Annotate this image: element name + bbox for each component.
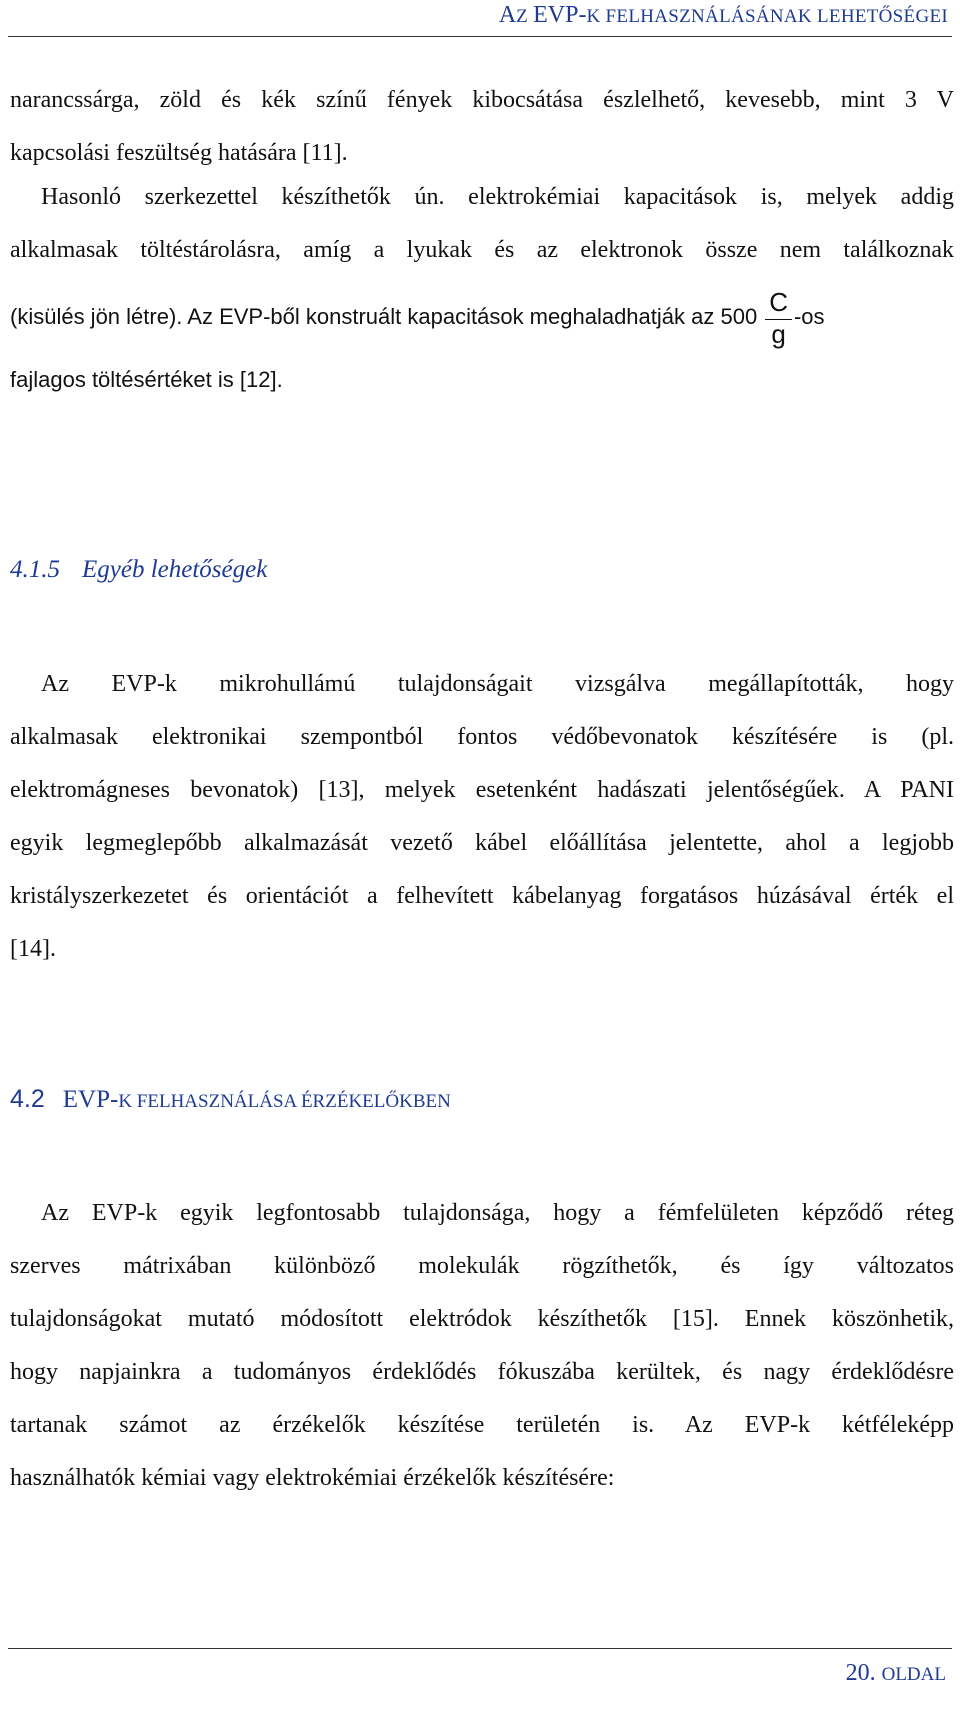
text-line: [14]. [10, 936, 56, 962]
page-number: 20. [845, 1660, 876, 1686]
running-title-part: Z [516, 6, 534, 27]
subsection-number: 4.1.5 [10, 556, 60, 583]
text-line: tartanak számot az érzékelők készítése területén is. Az EVP-k kétféleképp [10, 1412, 954, 1438]
text-line: alkalmasak töltéstárolásra, amíg a lyukak és az elektronok össze nem találkoznak [10, 237, 954, 263]
text-line: Hasonló szerkezettel készíthetők ún. elektrokémiai kapacitások is, melyek addig [41, 184, 954, 210]
page-header [8, 0, 952, 37]
paragraph-1 [10, 74, 954, 180]
section-number: 4.2 [10, 1085, 45, 1113]
text-line: kristályszerkezetet és orientációt a felhevített kábelanyag forgatásos húzásával érték el [10, 883, 954, 909]
page-footer [846, 1660, 946, 1687]
section-title-part: EVP- [62, 1086, 119, 1113]
text-line: alkalmasak elektronikai szempontból fontos védőbevonatok készítésére is (pl. [10, 724, 954, 750]
running-title-part: K FELHASZNÁLÁSÁNAK LEHETŐSÉGEI [586, 6, 948, 27]
text-line: fajlagos töltésértéket is [12]. [10, 367, 283, 392]
paragraph-2 [10, 171, 954, 406]
section-heading [10, 1085, 451, 1114]
unit-fraction [765, 288, 792, 348]
text-line: tulajdonságokat mutató módosított elektródok készíthetők [15]. Ennek köszönhetik, [10, 1306, 954, 1332]
text-line: Az EVP-k mikrohullámú tulajdonságait vizsgálva megállapították, hogy [41, 671, 954, 697]
text-line: elektromágneses bevonatok) [13], melyek esetenként hadászati jelentőségűek. A PANI [10, 777, 954, 803]
text-segment: -os [793, 304, 825, 329]
text-segment: (kisülés jön létre). Az EVP-ből konstruált kapacitások meghaladhatják az 500 [10, 304, 758, 329]
running-title-part: EVP- [533, 2, 587, 28]
text-line: kapcsolási feszültség hatására [11]. [10, 140, 348, 166]
subsection-title: Egyéb lehetőségek [82, 556, 268, 583]
text-line: szerves mátrixában különböző molekulák rögzíthetők, és így változatos [10, 1253, 954, 1279]
page-label: OLDAL [881, 1664, 946, 1685]
fraction-numerator: C [765, 288, 792, 320]
text-line: hogy napjainkra a tudományos érdeklődés fókuszába kerültek, és nagy érdeklődésre [10, 1359, 954, 1385]
section-title-part: K FELHASZNÁLÁSA ÉRZÉKELŐKBEN [118, 1091, 451, 1112]
text-line: használhatók kémiai vagy elektrokémiai érzékelők készítésére: [10, 1465, 615, 1491]
fraction-denominator: g [771, 318, 786, 349]
footer-divider [8, 1648, 952, 1649]
running-title [499, 2, 948, 29]
text-line: narancssárga, zöld és kék színű fények kibocsátása észlelhető, kevesebb, mint 3 V [10, 87, 954, 113]
paragraph-3 [10, 658, 954, 976]
text-line-with-fraction [10, 277, 954, 357]
text-line: egyik legmeglepőbb alkalmazását vezető kábel előállítása jelentette, ahol a legjobb [10, 830, 954, 856]
section-title [63, 1086, 451, 1113]
paragraph-4 [10, 1187, 954, 1505]
running-title-part: A [498, 2, 517, 28]
subsection-heading [10, 556, 267, 584]
text-line: Az EVP-k egyik legfontosabb tulajdonsága, hogy a fémfelületen képződő réteg [41, 1200, 954, 1226]
